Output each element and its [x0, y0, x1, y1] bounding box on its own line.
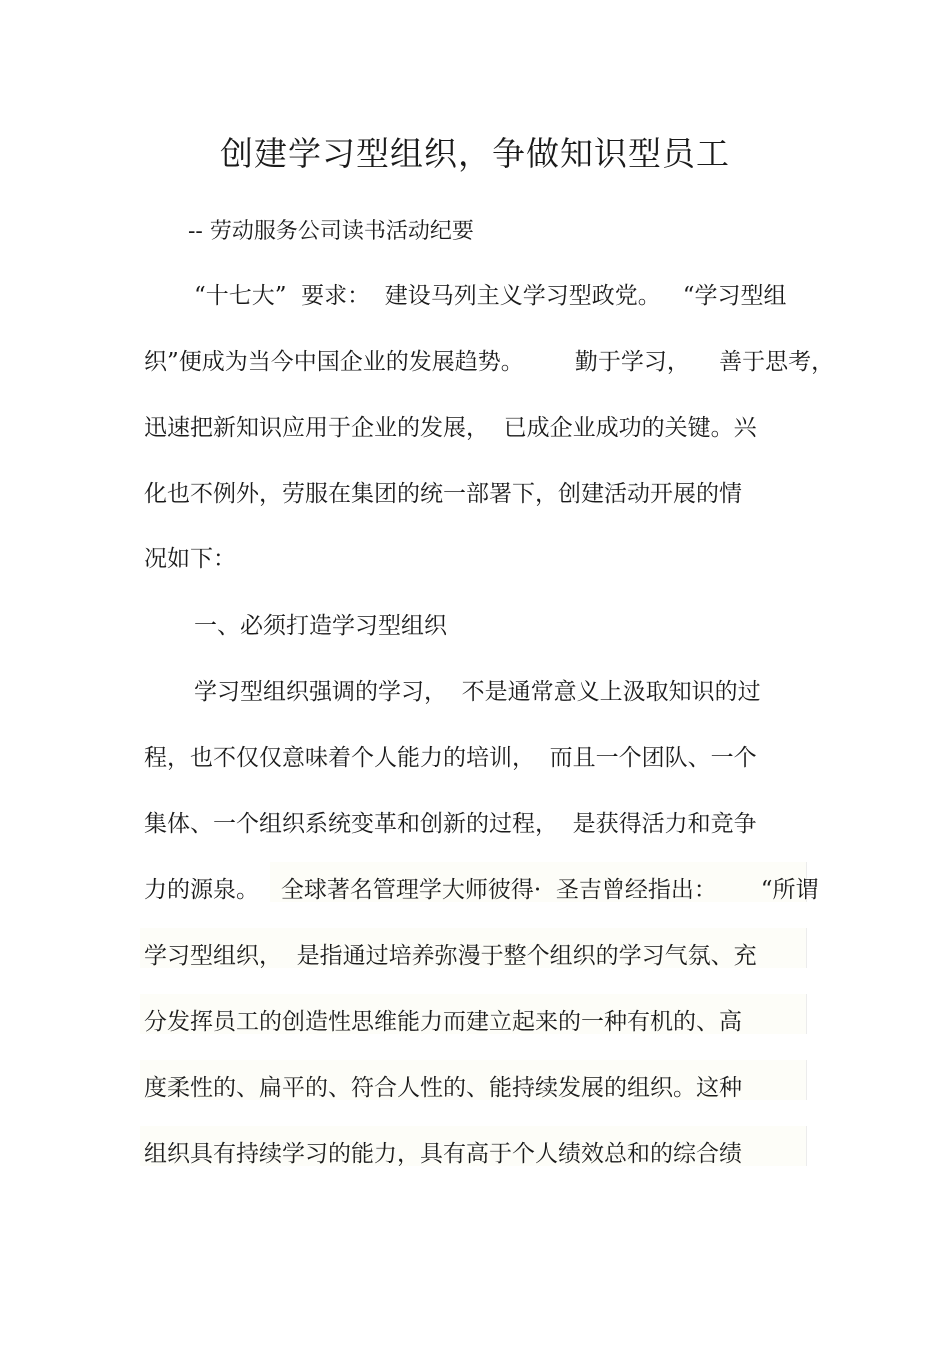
paragraph-line: 况如下：	[144, 546, 236, 572]
paragraph-line: 分发挥员工的创造性思维能力而建立起来的一种有机的、高	[144, 1009, 742, 1035]
paragraph-line: 力的源泉。 全球著名管理学大师彼得· 圣吉曾经指出： “所谓	[144, 877, 819, 903]
paragraph-line: 化也不例外，劳服在集团的统一部署下，创建活动开展的情	[144, 481, 742, 507]
paragraph-line: 度柔性的、扁平的、符合人性的、能持续发展的组织。这种	[144, 1075, 742, 1101]
paragraph-line: 织”便成为当今中国企业的发展趋势。 勤于学习， 善于思考，	[144, 349, 835, 375]
paragraph-line: 学习型组织强调的学习， 不是通常意义上汲取知识的过	[194, 679, 761, 705]
paragraph-line: 组织具有持续学习的能力，具有高于个人绩效总和的综合绩	[144, 1141, 742, 1167]
document-subtitle: -- 劳动服务公司读书活动纪要	[188, 219, 474, 244]
paragraph-line: 学习型组织， 是指通过培养弥漫于整个组织的学习气氛、充	[144, 943, 757, 969]
section-heading: 一、必须打造学习型组织	[194, 613, 447, 639]
paragraph-line: 集体、一个组织系统变革和创新的过程， 是获得活力和竞争	[144, 811, 757, 837]
paragraph-line: 程，也不仅仅意味着个人能力的培训， 而且一个团队、一个	[144, 745, 757, 771]
document-title: 创建学习型组织，争做知识型员工	[220, 134, 730, 173]
paragraph-line: 迅速把新知识应用于企业的发展， 已成企业成功的关键。兴	[144, 415, 757, 441]
paragraph-line: “十七大” 要求： 建设马列主义学习型政党。 “学习型组	[194, 283, 787, 309]
